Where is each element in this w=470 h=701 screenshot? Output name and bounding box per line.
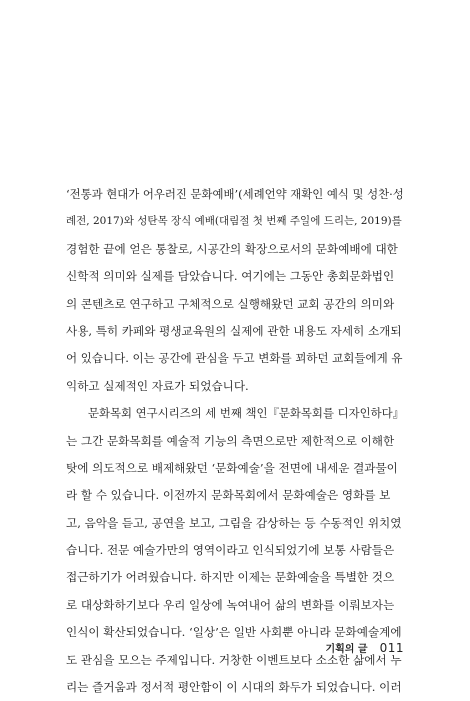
paragraph-2: [66, 400, 404, 701]
text-line: 신학적 의미와 실제를 담았습니다. 여기에는 그동안 총회문화법인: [66, 269, 395, 284]
text-line: 문화목회 연구시리즈의 세 번째 책인『문화목회를 디자인하다』: [88, 406, 404, 421]
text-line: 인식이 확산되었습니다. ‘일상’은 일반 사회뿐 아니라 문화예술계에: [66, 625, 402, 640]
text-line: 익하고 실제적인 자료가 되었습니다.: [66, 378, 249, 393]
text-line: 접근하기가 어려웠습니다. 하지만 이제는 문화예술을 특별한 것으: [66, 570, 395, 585]
text-line: ‘전통과 현대가 어우러진 문화예배’(세례언약 재확인 예식 및 성찬·성: [66, 187, 404, 201]
page-footer: [325, 640, 404, 655]
text-line: 사용, 특히 카페와 평생교육원의 실제에 관한 내용도 자세히 소개되: [66, 323, 402, 338]
text-line: 어 있습니다. 이는 공간에 관심을 두고 변화를 꾀하던 교회들에게 유: [66, 351, 403, 366]
text-line: 의 콘텐츠로 연구하고 구체적으로 실행해왔던 교회 공간의 의미와: [66, 296, 395, 311]
text-line: 습니다. 전문 예술가만의 영역이라고 인식되었기에 보통 사람들은: [66, 543, 395, 558]
text-line: 경험한 끝에 얻은 통찰로, 시공간의 확장으로서의 문화예배에 대한: [66, 241, 398, 256]
body-text: [66, 181, 404, 701]
text-line: 도 관심을 모으는 주제입니다. 거창한 이벤트보다 소소한 삶에서 누: [66, 652, 402, 667]
text-line: 라 할 수 있습니다. 이전까지 문화목회에서 문화예술은 영화를 보: [66, 488, 391, 503]
paragraph-1: [66, 181, 404, 400]
text-line: 로 대상화하기보다 우리 일상에 녹여내어 삶의 변화를 이뤄보자는: [66, 597, 395, 612]
text-line: 례전, 2017)와 성탄목 장식 예배(대림절 첫 번째 주일에 드리는, 2019)를: [66, 215, 402, 228]
text-line: 리는 즐거움과 정서적 평안함이 이 시대의 화두가 되었습니다. 이러: [66, 680, 402, 695]
text-line: 고, 음악을 듣고, 공연을 보고, 그림을 감상하는 등 수동적인 위치였: [66, 515, 402, 530]
page-number: 011: [379, 641, 404, 655]
running-footer-label: 기획의 글: [325, 644, 368, 655]
text-line: 탓에 의도적으로 배제해왔던 ‘문화예술’을 전면에 내세운 결과물이: [66, 460, 398, 475]
text-line: 는 그간 문화목회를 예술적 기능의 측면으로만 제한적으로 이해한: [66, 433, 395, 448]
